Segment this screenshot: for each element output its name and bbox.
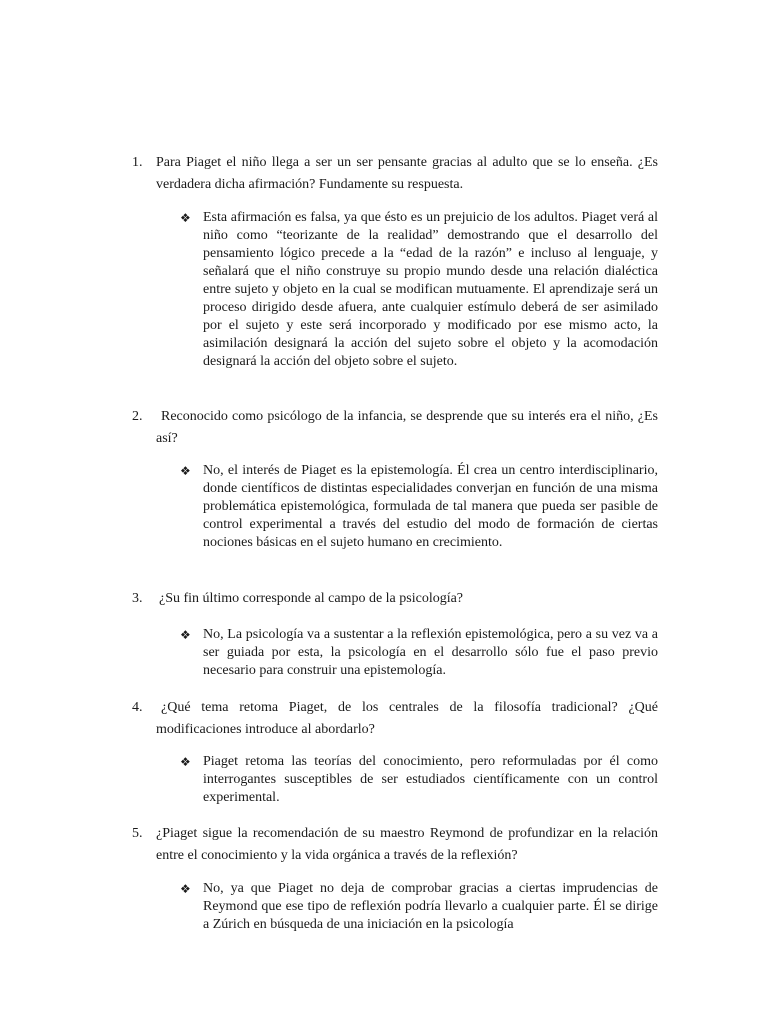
answer-2	[180, 462, 658, 552]
question-5	[132, 823, 658, 867]
answer-5	[180, 880, 658, 934]
question-text: ¿Piaget sigue la recomendación de su maestro Reymond de profundizar en la relación entre el conocimiento y la vida orgánica a través de la reflexión?	[156, 826, 658, 863]
question-4	[132, 697, 658, 741]
question-text: ¿Qué tema retoma Piaget, de los centrales de la filosofía tradicional? ¿Qué modificaciones introduce al abordarlo?	[156, 700, 658, 737]
diamond-bullet-icon: ❖	[180, 755, 191, 769]
answer-4	[180, 753, 658, 807]
diamond-bullet-icon: ❖	[180, 882, 191, 896]
question-1	[132, 152, 658, 196]
answer-text: Esta afirmación es falsa, ya que ésto es un prejuicio de los adultos. Piaget verá al niño como “teorizante de la realidad” demostrando que el desarrollo del pensamiento lógico precede a la “edad de la razón” e incluso al lenguaje, y señalará que el niño construye su propio mundo desde una relación dialéctica entre sujeto y objeto en la cual se modifican mutuamente. El aprendizaje será un proceso dirigido desde afuera, ante cualquier estímulo deberá de ser asimilado por el sujeto y este será incorporado y modificado por ese mismo acto, la asimilación designará la acción del sujeto sobre el objeto y la acomodación designará la acción del objeto sobre el sujeto.	[203, 210, 658, 369]
answer-text: Piaget retoma las teorías del conocimiento, pero reformuladas por él como interrogantes susceptibles de ser estudiados científicamente con un control experimental.	[203, 754, 658, 805]
question-number: 1.	[132, 155, 143, 170]
answer-3	[180, 626, 658, 680]
diamond-bullet-icon: ❖	[180, 628, 191, 642]
answer-text: No, ya que Piaget no deja de comprobar gracias a ciertas imprudencias de Reymond que ese tipo de reflexión podría llevarlo a cualquier parte. Él se dirige a Zúrich en búsqueda de una iniciación en la psicología	[203, 881, 658, 932]
question-text: Para Piaget el niño llega a ser un ser pensante gracias al adulto que se lo enseña. ¿Es verdadera dicha afirmación? Fundamente su respuesta.	[156, 155, 658, 192]
question-number: 4.	[132, 700, 143, 715]
answer-1	[180, 209, 658, 371]
answer-text: No, el interés de Piaget es la epistemología. Él crea un centro interdisciplinario, donde científicos de distintas especialidades converjan en función de una misma problemática epistemológica, formulada de tal manera que pueda ser pasible de control experimental a través del estudio del modo de formación de ciertas nociones básicas en el sujeto humano en crecimiento.	[203, 463, 658, 550]
answer-text: No, La psicología va a sustentar a la reflexión epistemológica, pero a su vez va a ser guiada por esta, la psicología en el desarrollo sólo fue el paso previo necesario para construir una epistemología.	[203, 627, 658, 678]
question-text: ¿Su fin último corresponde al campo de la psicología?	[159, 591, 464, 606]
question-number: 5.	[132, 826, 143, 841]
question-3	[132, 588, 658, 610]
question-2	[132, 406, 658, 450]
diamond-bullet-icon: ❖	[180, 211, 191, 225]
diamond-bullet-icon: ❖	[180, 464, 191, 478]
question-number: 3.	[132, 591, 143, 606]
question-text: Reconocido como psicólogo de la infancia, se desprende que su interés era el niño, ¿Es así?	[156, 409, 658, 446]
question-number: 2.	[132, 409, 143, 424]
